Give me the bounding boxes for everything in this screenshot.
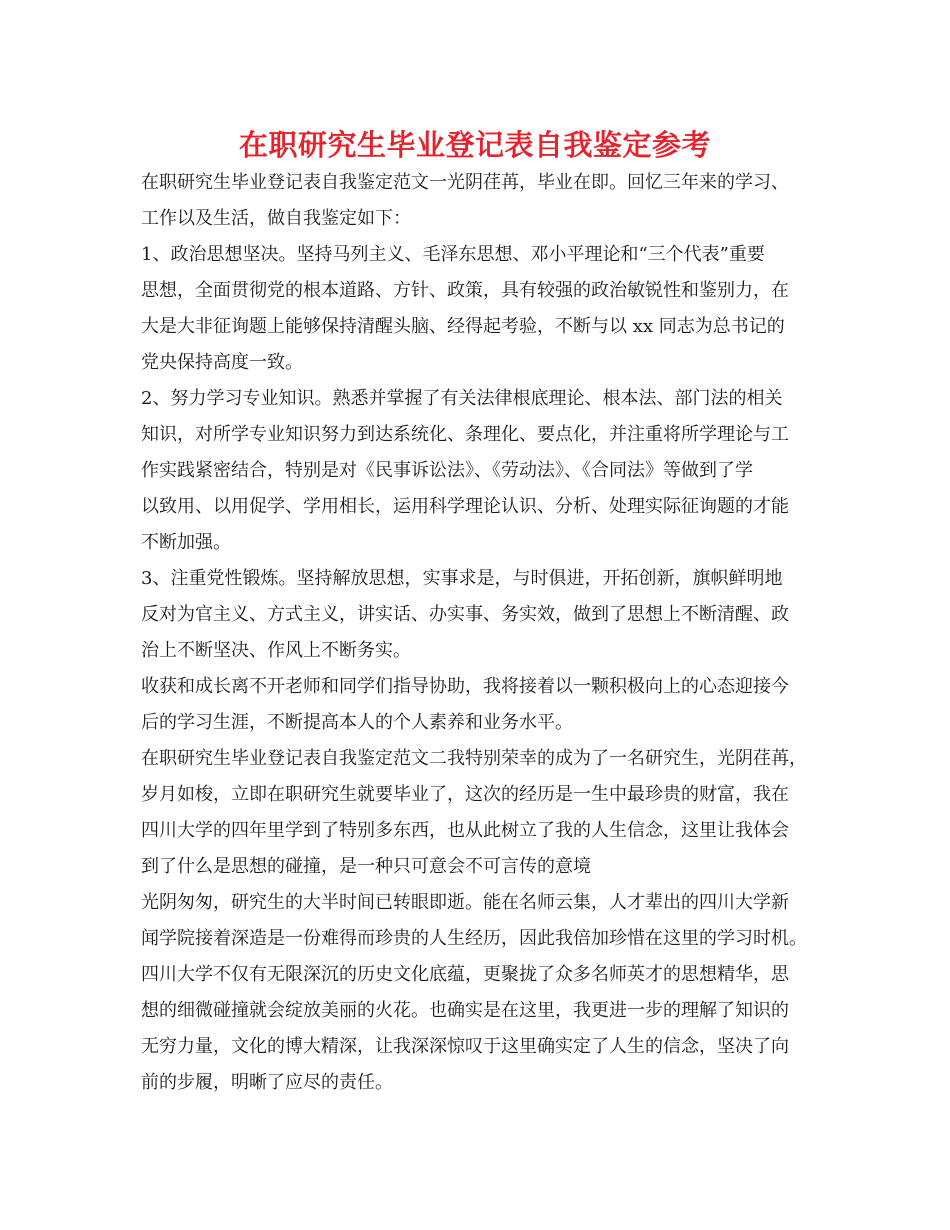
text-line: 工作以及生活，做自我鉴定如下： <box>141 208 411 229</box>
text-line: 四川大学的四年里学到了特别多东西，也从此树立了我的人生信念，这里让我体会 <box>141 820 789 841</box>
text-line: 不断加强。 <box>141 532 231 553</box>
text-line: 无穷力量，文化的博大精深，让我深深惊叹于这里确实定了人生的信念，坚决了向 <box>141 1036 789 1057</box>
text-line: 以致用、以用促学、学用相长，运用科学理论认识、分析、处理实际征询题的才能 <box>141 496 789 517</box>
text-line: 知识，对所学专业知识努力到达系统化、条理化、要点化，并注重将所学理论与工 <box>141 424 789 445</box>
text-line: 前的步履，明晰了应尽的责任。 <box>141 1072 393 1093</box>
text-line: 1、政治思想坚决。坚持马列主义、毛泽东思想、邓小平理论和“三个代表”重要 <box>141 244 765 265</box>
text-line: 党央保持高度一致。 <box>141 352 303 373</box>
text-line: 作实践紧密结合，特别是对《民事诉讼法》、《劳动法》、《合同法》等做到了学 <box>141 460 753 481</box>
text-line: 收获和成长离不开老师和同学们指导协助，我将接着以一颗积极向上的心态迎接今 <box>141 676 789 697</box>
text-line: 在职研究生毕业登记表自我鉴定范文二我特别荣幸的成为了一名研究生，光阴荏苒， <box>141 748 807 769</box>
text-line: 在职研究生毕业登记表自我鉴定范文一光阴荏苒，毕业在即。回忆三年来的学习、 <box>141 172 789 193</box>
text-line: 治上不断坚决、作风上不断务实。 <box>141 640 411 661</box>
text-line: 大是大非征询题上能够保持清醒头脑、经得起考验，不断与以 xx 同志为总书记的 <box>141 316 785 337</box>
text-line: 四川大学不仅有无限深沉的历史文化底蕴，更聚拢了众多名师英才的思想精华，思 <box>141 964 789 985</box>
text-line: 后的学习生涯，不断提高本人的个人素养和业务水平。 <box>141 712 573 733</box>
text-line: 3、注重党性锻炼。坚持解放思想，实事求是，与时俱进，开拓创新，旗帜鲜明地 <box>141 568 783 589</box>
text-line: 闻学院接着深造是一份难得而珍贵的人生经历，因此我倍加珍惜在这里的学习时机。 <box>141 928 807 949</box>
text-line: 反对为官主义、方式主义，讲实话、办实事、务实效，做到了思想上不断清醒、政 <box>141 604 789 625</box>
text-line: 2、努力学习专业知识。熟悉并掌握了有关法律根底理论、根本法、部门法的相关 <box>141 388 783 409</box>
text-line: 想的细微碰撞就会绽放美丽的火花。也确实是在这里，我更进一步的理解了知识的 <box>141 1000 789 1021</box>
document-body <box>141 165 821 1101</box>
text-line: 光阴匆匆，研究生的大半时间已转眼即逝。能在名师云集，人才辈出的四川大学新 <box>141 892 789 913</box>
text-line: 岁月如梭，立即在职研究生就要毕业了，这次的经历是一生中最珍贵的财富，我在 <box>141 784 789 805</box>
document-title: 在职研究生毕业登记表自我鉴定参考 <box>238 128 711 162</box>
text-line: 思想，全面贯彻党的根本道路、方针、政策，具有较强的政治敏锐性和鉴别力，在 <box>141 280 789 301</box>
text-line: 到了什么是思想的碰撞，是一种只可意会不可言传的意境 <box>141 856 591 877</box>
